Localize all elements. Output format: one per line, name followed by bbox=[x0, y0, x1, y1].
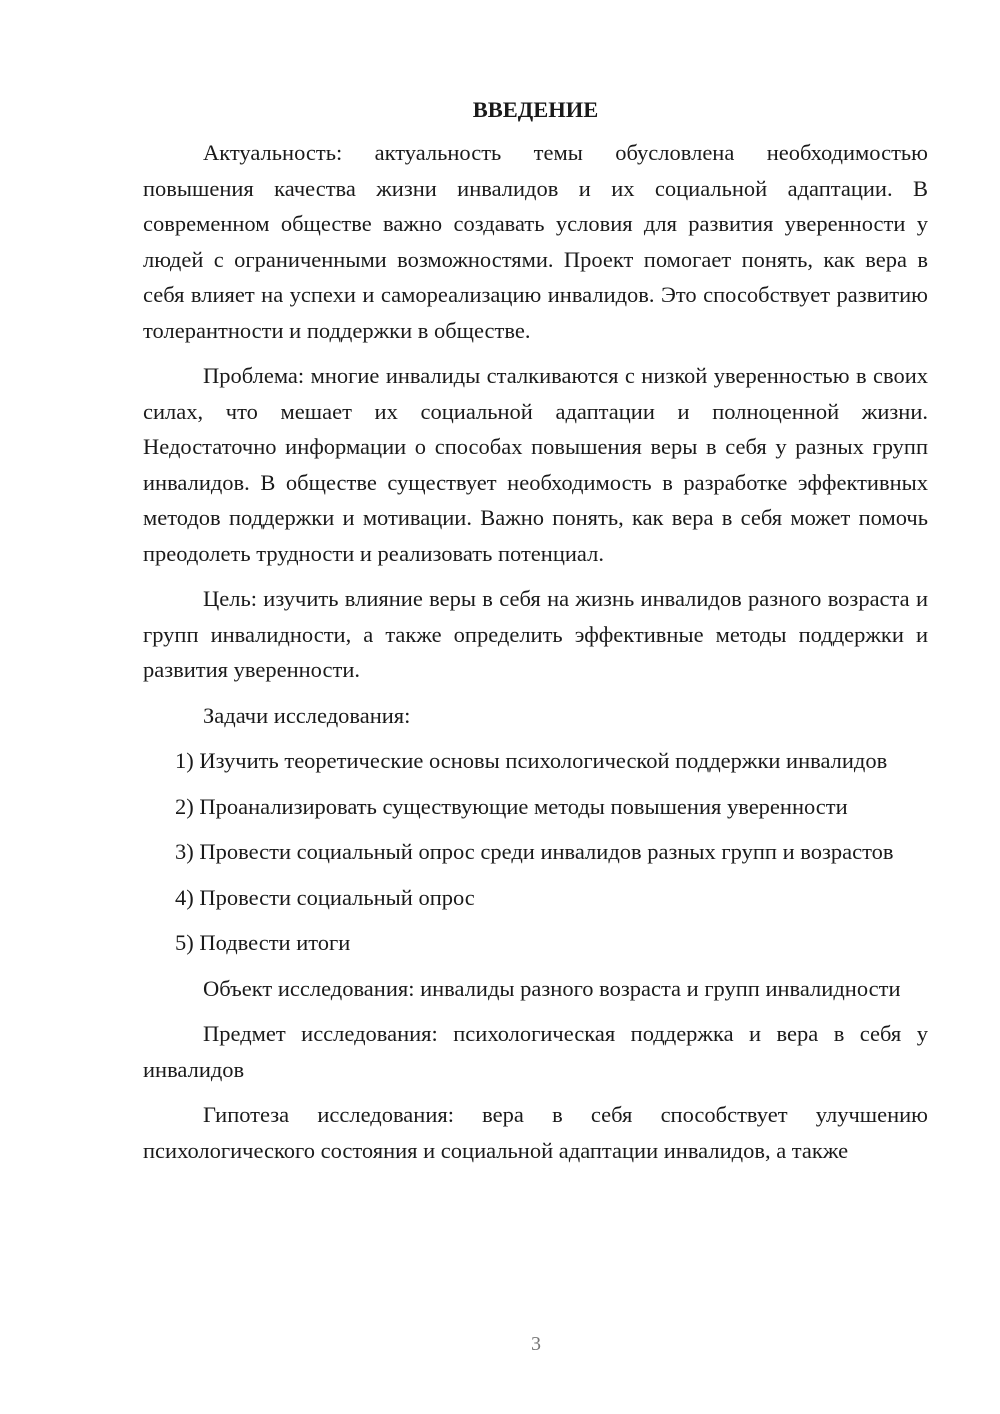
tasks-intro: Задачи исследования: bbox=[203, 702, 411, 728]
goal-paragraph: Цель: изучить влияние веры в себя на жизнь инвалидов разного возраста и групп инвалидности, а также определить эффективные методы поддержки и развития уверенности. bbox=[143, 586, 928, 682]
task-item-2: 2) Проанализировать существующие методы повышения уверенности bbox=[175, 793, 848, 819]
problem-paragraph: Проблема: многие инвалиды сталкиваются с низкой уверенностью в своих силах, что мешает их социальной адаптации и полноценной жизни. Недостаточно информации о способах повышения веры в себя у разных групп инвалидов. В обществе существует необходимость в разработке эффективных методов поддержки и мотивации. Важно понять, как вера в себя может помочь преодолеть трудности и реализовать потенциал. bbox=[143, 363, 928, 566]
task-item-4: 4) Провести социальный опрос bbox=[175, 884, 475, 910]
object-paragraph: Объект исследования: инвалиды разного возраста и групп инвалидности bbox=[203, 975, 901, 1001]
task-item-3: 3) Провести социальный опрос среди инвалидов разных групп и возрастов bbox=[175, 839, 894, 864]
section-heading: ВВЕДЕНИЕ bbox=[472, 97, 599, 122]
hypothesis-paragraph: Гипотеза исследования: вера в себя способствует улучшению психологического состояния и социальной адаптации инвалидов, а также bbox=[143, 1102, 928, 1163]
task-item-5: 5) Подвести итоги bbox=[175, 930, 351, 955]
subject-paragraph: Предмет исследования: психологическая поддержка и вера в себя у инвалидов bbox=[143, 1021, 928, 1082]
relevance-paragraph: Актуальность: актуальность темы обусловлена необходимостью повышения качества жизни инвалидов и их социальной адаптации. В современном обществе важно создавать условия для развития уверенности у людей с ограниченными возможностями. Проект помогает понять, как вера в себя влияет на успехи и самореализацию инвалидов. Это способствует развитию толерантности и поддержки в обществе. bbox=[143, 140, 928, 343]
page-number: 3 bbox=[531, 1333, 541, 1355]
document-page bbox=[143, 92, 928, 1178]
task-item-1: 1) Изучить теоретические основы психологической поддержки инвалидов bbox=[175, 748, 888, 773]
